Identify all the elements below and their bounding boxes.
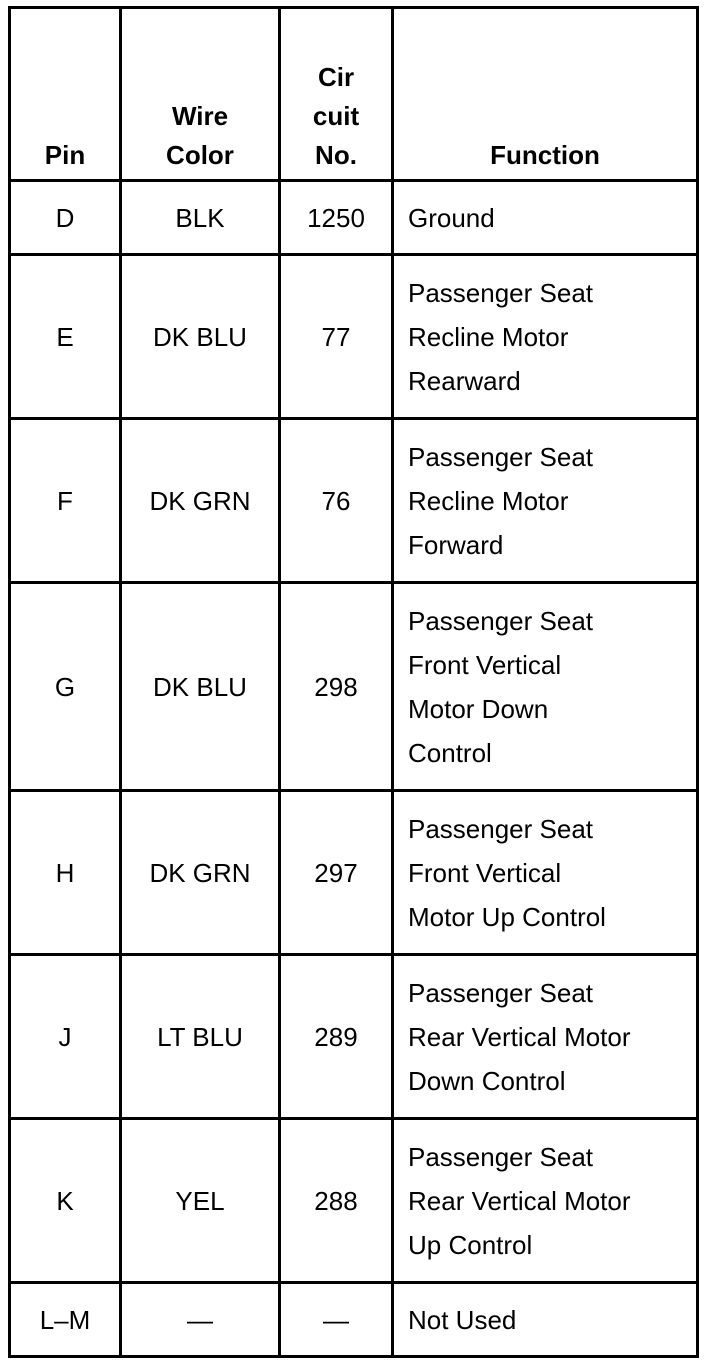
function-cell <box>393 181 698 255</box>
wire-color-cell: DK BLU <box>121 583 280 791</box>
wire-color-cell: YEL <box>121 1119 280 1283</box>
pin-cell: L–M <box>10 1283 121 1357</box>
function-line: Up Control <box>408 1229 533 1260</box>
circuit-no-cell: 77 <box>280 255 393 419</box>
function-cell <box>393 791 698 955</box>
header-circuit-no-line: No. <box>315 140 357 170</box>
function-line: Recline Motor <box>408 485 569 516</box>
wire-color-cell: DK GRN <box>121 419 280 583</box>
table-row <box>10 955 698 1119</box>
circuit-no-cell: 298 <box>280 583 393 791</box>
function-cell <box>393 255 698 419</box>
wire-color-cell: LT BLU <box>121 955 280 1119</box>
function-line: Passenger Seat <box>408 277 594 308</box>
table-row <box>10 583 698 791</box>
pin-cell: J <box>10 955 121 1119</box>
table-row <box>10 791 698 955</box>
table-row <box>10 181 698 255</box>
function-cell <box>393 1283 698 1357</box>
header-wire-color-line: Wire <box>171 101 229 131</box>
function-line: Front Vertical <box>408 649 562 680</box>
function-line: Forward <box>408 529 504 560</box>
function-line: Down Control <box>408 1065 566 1096</box>
function-line: Motor Up Control <box>408 901 606 932</box>
circuit-no-cell: — <box>280 1283 393 1357</box>
header-wire-color-line: Color <box>166 140 234 170</box>
pin-cell: K <box>10 1119 121 1283</box>
table-row <box>10 255 698 419</box>
pin-cell: G <box>10 583 121 791</box>
header-function <box>393 8 698 181</box>
function-line: Passenger Seat <box>408 977 594 1008</box>
function-cell <box>393 583 698 791</box>
function-line: Passenger Seat <box>408 1141 594 1172</box>
pin-cell: E <box>10 255 121 419</box>
header-wire-color <box>121 8 280 181</box>
circuit-no-cell: 297 <box>280 791 393 955</box>
table-row <box>10 1119 698 1283</box>
function-line: Not Used <box>408 1304 517 1335</box>
header-function-line: Function <box>490 140 600 170</box>
function-line: Passenger Seat <box>408 441 594 472</box>
header-pin-line: Pin <box>44 140 86 170</box>
table-header-row <box>10 8 698 181</box>
circuit-no-cell: 289 <box>280 955 393 1119</box>
function-line: Front Vertical <box>408 857 562 888</box>
function-line: Motor Down <box>408 693 549 724</box>
header-circuit-no-line: cuit <box>312 101 360 131</box>
function-line: Rear Vertical Motor <box>408 1021 631 1052</box>
function-line: Passenger Seat <box>408 605 594 636</box>
function-cell <box>393 1119 698 1283</box>
header-pin <box>10 8 121 181</box>
table-row <box>10 1283 698 1357</box>
wire-color-cell: — <box>121 1283 280 1357</box>
wire-color-cell: DK GRN <box>121 791 280 955</box>
function-cell <box>393 955 698 1119</box>
function-line: Recline Motor <box>408 321 569 352</box>
function-cell <box>393 419 698 583</box>
connector-pinout-sheet <box>8 6 699 1358</box>
function-line: Passenger Seat <box>408 813 594 844</box>
wire-color-cell: BLK <box>121 181 280 255</box>
pinout-table <box>8 6 699 1358</box>
table-row <box>10 419 698 583</box>
pin-cell: H <box>10 791 121 955</box>
circuit-no-cell: 288 <box>280 1119 393 1283</box>
circuit-no-cell: 76 <box>280 419 393 583</box>
function-line: Rear Vertical Motor <box>408 1185 631 1216</box>
circuit-no-cell: 1250 <box>280 181 393 255</box>
function-line: Ground <box>408 202 495 233</box>
header-circuit-no-line: Cir <box>317 62 355 92</box>
pin-cell: D <box>10 181 121 255</box>
pin-cell: F <box>10 419 121 583</box>
wire-color-cell: DK BLU <box>121 255 280 419</box>
function-line: Rearward <box>408 365 521 396</box>
header-circuit-no <box>280 8 393 181</box>
function-line: Control <box>408 737 492 768</box>
